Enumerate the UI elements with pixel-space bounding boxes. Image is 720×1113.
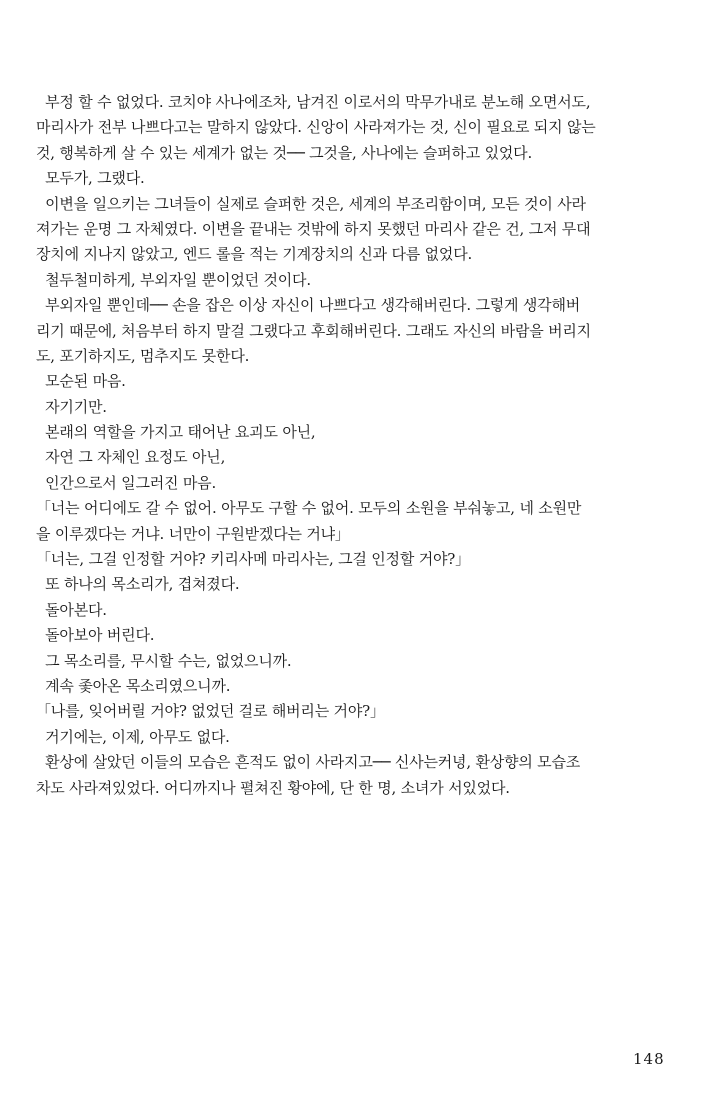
text-line: 이변을 일으키는 그녀들이 실제로 슬퍼한 것은, 세계의 부조리함이며, 모든 것이 사라 bbox=[36, 194, 586, 213]
text-line: 장치에 지나지 않았고, 엔드 롤을 적는 기계장치의 신과 다름 없었다. bbox=[36, 245, 473, 264]
body-text bbox=[36, 90, 692, 801]
text-line: 져가는 운명 그 자체였다. 이변을 끝내는 것밖에 하지 못했던 마리사 같은 건, 그저 무대 bbox=[36, 219, 591, 238]
text-line: 또 하나의 목소리가, 겹쳐졌다. bbox=[36, 575, 240, 594]
text-line: 모순된 마음. bbox=[36, 372, 126, 391]
text-line: 계속 좇아온 목소리였으니까. bbox=[36, 676, 231, 695]
text-line: 것, 행복하게 살 수 있는 세계가 없는 것── 그것을, 사나에는 슬퍼하고 있었다. bbox=[36, 143, 533, 162]
text-line: 돌아보아 버린다. bbox=[36, 626, 155, 645]
text-line: 자연 그 자체인 요정도 아닌, bbox=[36, 448, 226, 467]
text-line: 환상에 살았던 이들의 모습은 흔적도 없이 사라지고── 신사는커녕, 환상향의 모습조 bbox=[36, 753, 581, 772]
text-line: 그 목소리를, 무시할 수는, 없었으니까. bbox=[36, 651, 292, 670]
text-line: 을 이루겠다는 거냐. 너만이 구원받겠다는 거냐」 bbox=[36, 524, 350, 543]
text-line: 도, 포기하지도, 멈추지도 못한다. bbox=[36, 346, 250, 365]
text-line: 부정 할 수 없었다. 코치야 사나에조차, 남겨진 이로서의 막무가내로 분노해 오면서도, bbox=[36, 93, 591, 111]
text-line: 「너는, 그걸 인정할 거야? 키리사메 마리사는, 그걸 인정할 거야?」 bbox=[36, 550, 470, 569]
page-number: 148 bbox=[633, 1050, 665, 1068]
text-line: 본래의 역할을 가지고 태어난 요괴도 아닌, bbox=[36, 423, 316, 442]
text-line: 리기 때문에, 처음부터 하지 말걸 그랬다고 후회해버린다. 그래도 자신의 바람을 버리지 bbox=[36, 321, 591, 340]
text-line: 「너는 어디에도 갈 수 없어. 아무도 구할 수 없어. 모두의 소원을 부숴놓고, 네 소원만 bbox=[36, 499, 582, 518]
text-line: 마리사가 전부 나쁘다고는 말하지 않았다. 신앙이 사라져가는 것, 신이 필요로 되지 않는 bbox=[36, 118, 596, 137]
text-line: 차도 사라져있었다. 어디까지나 펼쳐진 황야에, 단 한 명, 소녀가 서있었다. bbox=[36, 778, 510, 797]
text-line: 「나를, 잊어버릴 거야? 없었던 걸로 해버리는 거야?」 bbox=[36, 702, 385, 721]
text-line: 돌아본다. bbox=[36, 600, 107, 619]
text-line: 자기기만. bbox=[36, 397, 107, 416]
text-line: 모두가, 그랬다. bbox=[36, 169, 145, 188]
text-line: 부외자일 뿐인데── 손을 잡은 이상 자신이 나쁘다고 생각해버린다. 그렇게 생각해버 bbox=[36, 296, 581, 315]
text-line: 철두철미하게, 부외자일 뿐이었던 것이다. bbox=[36, 270, 311, 289]
text-line: 인간으로서 일그러진 마음. bbox=[36, 473, 217, 492]
text-line: 거기에는, 이제, 아무도 없다. bbox=[36, 727, 230, 746]
